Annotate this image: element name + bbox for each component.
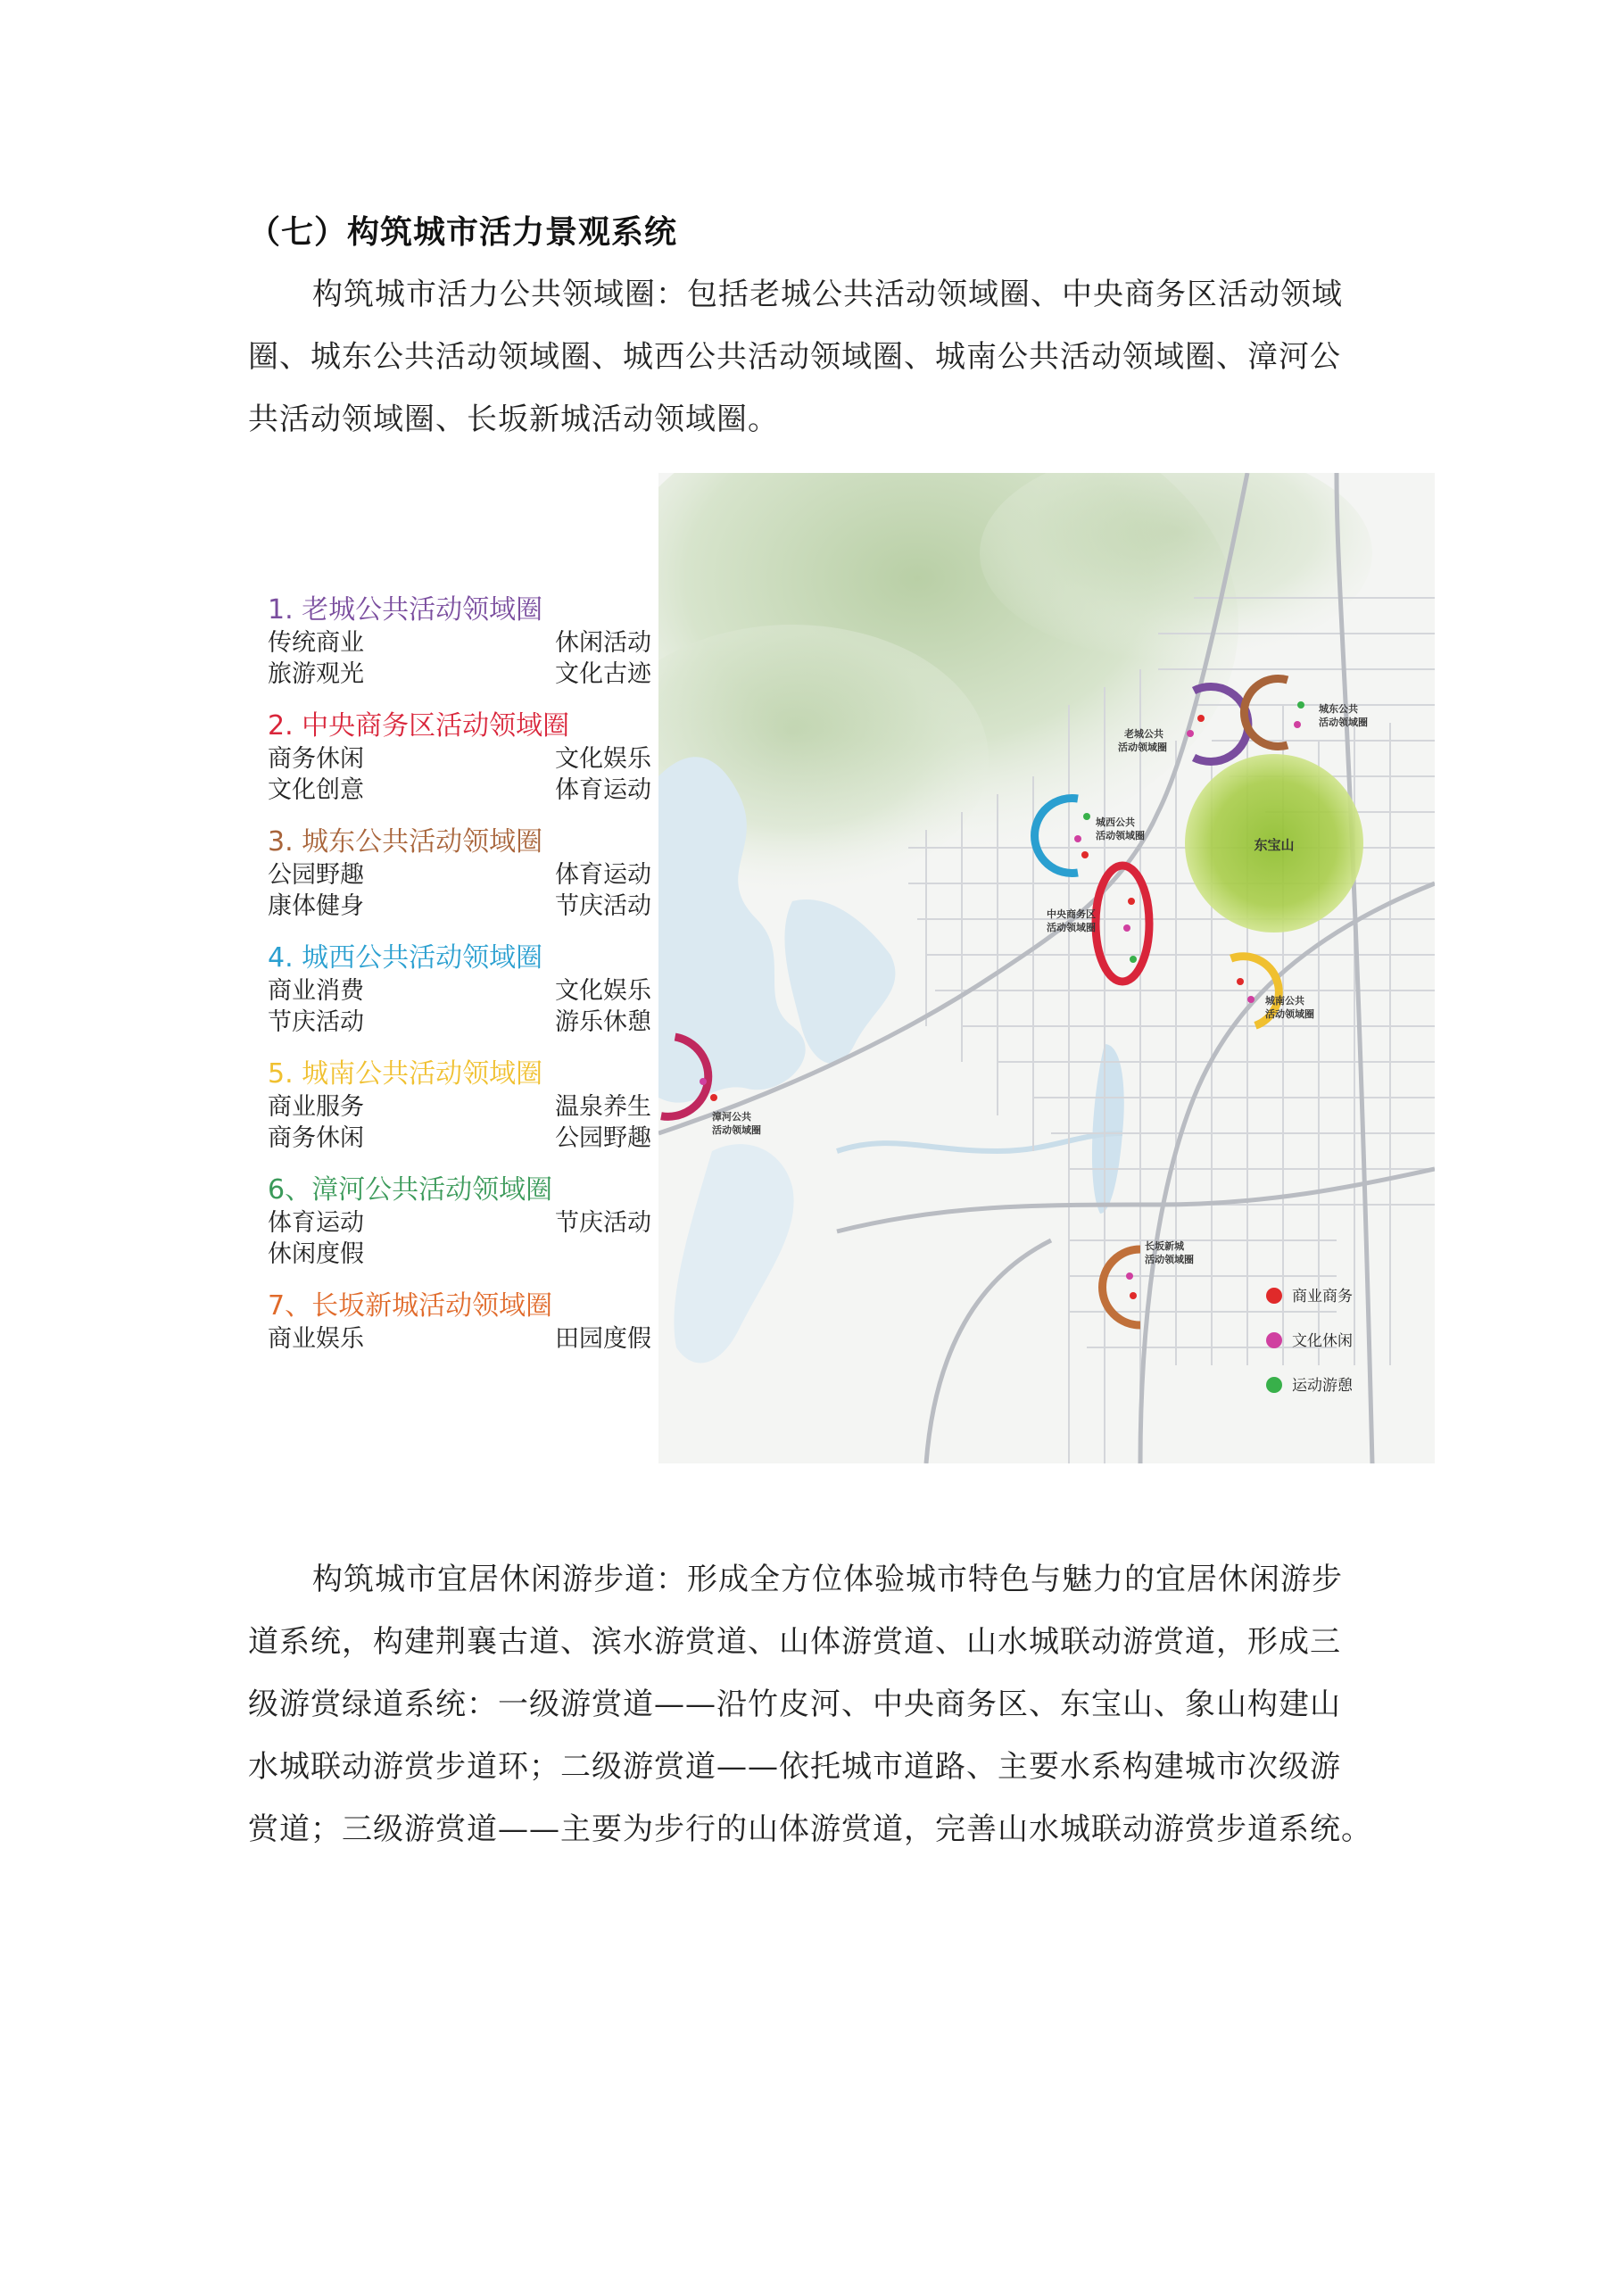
legend-item: 商业消费 <box>268 977 364 1005</box>
legend-group-title: 1. 老城公共活动领域圈 <box>268 594 543 626</box>
activity-dot <box>1074 835 1081 842</box>
legend-item: 商业娱乐 <box>268 1325 364 1353</box>
paragraph-walkway-system <box>248 1548 1386 1861</box>
activity-dot <box>1128 898 1135 905</box>
legend-group <box>268 825 651 922</box>
paragraph-line: 圈、城东公共活动领域圈、城西公共活动领域圈、城南公共活动领域圈、漳河公 <box>248 339 1341 375</box>
legend-item: 休闲活动 <box>555 629 651 657</box>
chengdong-label-1: 城东公共 <box>1319 703 1358 715</box>
activity-dot <box>1187 730 1194 737</box>
key-label-culture: 文化休闲 <box>1292 1332 1353 1350</box>
legend-group-title: 5. 城南公共活动领域圈 <box>268 1058 543 1090</box>
legend-item: 康体健身 <box>268 892 364 920</box>
legend-group-title: 2. 中央商务区活动领域圈 <box>268 710 570 742</box>
legend-group-title: 3. 城东公共活动领域圈 <box>268 826 543 858</box>
legend-item: 商业服务 <box>268 1093 364 1121</box>
paragraph-line: 构筑城市宜居休闲游步道：形成全方位体验城市特色与魅力的宜居休闲游步 <box>312 1562 1343 1597</box>
legend-item: 节庆活动 <box>555 892 651 920</box>
activity-dot <box>710 1094 717 1101</box>
legend-group <box>268 709 651 806</box>
paragraph-line: 共活动领域圈、长坂新城活动领域圈。 <box>248 402 779 437</box>
activity-dot <box>1081 851 1089 858</box>
chengdong-label-2: 活动领域圈 <box>1319 717 1368 728</box>
legend-item: 节庆活动 <box>555 1209 651 1237</box>
city-map-svg <box>658 473 1435 1463</box>
legend-item: 旅游观光 <box>268 660 364 688</box>
key-dot-culture <box>1266 1332 1282 1348</box>
paragraph-vitality-circles <box>248 263 1386 451</box>
activity-dot <box>1297 701 1304 709</box>
legend-item: 体育运动 <box>268 1209 364 1237</box>
paragraph-line: 水城联动游赏步道环；二级游赏道——依托城市道路、主要水系构建城市次级游 <box>248 1749 1341 1785</box>
activity-dot <box>1237 978 1244 985</box>
legend-item: 体育运动 <box>555 861 651 889</box>
legend-item: 公园野趣 <box>268 861 364 889</box>
laocheng-label-1: 老城公共 <box>1124 728 1163 740</box>
activity-dot <box>700 1078 707 1085</box>
legend-group-title: 6、漳河公共活动领域圈 <box>268 1174 553 1206</box>
zhanghe-label-2: 活动领域圈 <box>712 1124 761 1136</box>
dongbaoshan-label: 东宝山 <box>1254 837 1295 853</box>
legend-group <box>268 1057 651 1154</box>
legend-item: 公园野趣 <box>555 1124 651 1152</box>
legend-group <box>268 593 651 690</box>
paragraph-line: 构筑城市活力公共领域圈：包括老城公共活动领域圈、中央商务区活动领域 <box>312 277 1343 312</box>
chengxi-label-2: 活动领域圈 <box>1096 830 1145 841</box>
section-heading: （七）构筑城市活力景观系统 <box>248 214 678 251</box>
key-dot-sport <box>1266 1377 1282 1393</box>
key-label-sport: 运动游憩 <box>1292 1377 1353 1395</box>
zhanghe-label-1: 漳河公共 <box>712 1111 751 1123</box>
chengnan-label-1: 城南公共 <box>1265 995 1304 1007</box>
activity-dot <box>1083 813 1090 820</box>
chengxi-label-1: 城西公共 <box>1096 816 1135 828</box>
activity-dot <box>1294 721 1301 728</box>
activity-dot <box>1247 996 1255 1003</box>
figure-legend <box>268 593 651 1374</box>
activity-dot <box>1126 1272 1133 1280</box>
key-label-commerce: 商业商务 <box>1292 1288 1353 1305</box>
activity-dot <box>1123 924 1130 932</box>
key-dot-commerce <box>1266 1288 1282 1304</box>
activity-dot <box>1130 956 1137 963</box>
legend-group <box>268 1173 651 1270</box>
legend-item: 传统商业 <box>268 629 364 657</box>
cbd-label-2: 活动领域圈 <box>1047 922 1096 933</box>
legend-group <box>268 1289 651 1355</box>
legend-item: 节庆活动 <box>268 1008 364 1036</box>
changban-label-2: 活动领域圈 <box>1145 1254 1194 1265</box>
laocheng-label-2: 活动领域圈 <box>1118 742 1167 753</box>
cbd-label-1: 中央商务区 <box>1047 908 1096 920</box>
legend-group <box>268 941 651 1038</box>
paragraph-line: 道系统，构建荆襄古道、滨水游赏道、山体游赏道、山水城联动游赏道，形成三 <box>248 1624 1341 1660</box>
activity-dot <box>1130 1292 1137 1299</box>
legend-group-title: 7、长坂新城活动领域圈 <box>268 1290 553 1322</box>
legend-item: 商务休闲 <box>268 1124 364 1152</box>
legend-item: 文化娱乐 <box>555 977 651 1005</box>
legend-item: 休闲度假 <box>268 1240 364 1268</box>
paragraph-line: 赏道；三级游赏道——主要为步行的山体游赏道，完善山水城联动游赏步道系统。 <box>248 1811 1372 1847</box>
legend-item: 文化娱乐 <box>555 745 651 773</box>
changban-label-1: 长坂新城 <box>1145 1240 1184 1252</box>
vitality-circles-figure <box>248 473 1435 1463</box>
paragraph-line: 级游赏绿道系统：一级游赏道——沿竹皮河、中央商务区、东宝山、象山构建山 <box>248 1687 1341 1722</box>
legend-group-title: 4. 城西公共活动领域圈 <box>268 942 543 974</box>
activity-dot <box>1197 715 1205 722</box>
legend-item: 田园度假 <box>555 1325 651 1353</box>
legend-item: 商务休闲 <box>268 745 364 773</box>
legend-item: 文化古迹 <box>555 660 651 688</box>
legend-item: 温泉养生 <box>555 1093 651 1121</box>
legend-item: 体育运动 <box>555 776 651 804</box>
chengnan-label-2: 活动领域圈 <box>1265 1008 1314 1020</box>
city-map <box>658 473 1435 1463</box>
legend-item: 文化创意 <box>268 776 364 804</box>
legend-item: 游乐休憩 <box>555 1008 651 1036</box>
